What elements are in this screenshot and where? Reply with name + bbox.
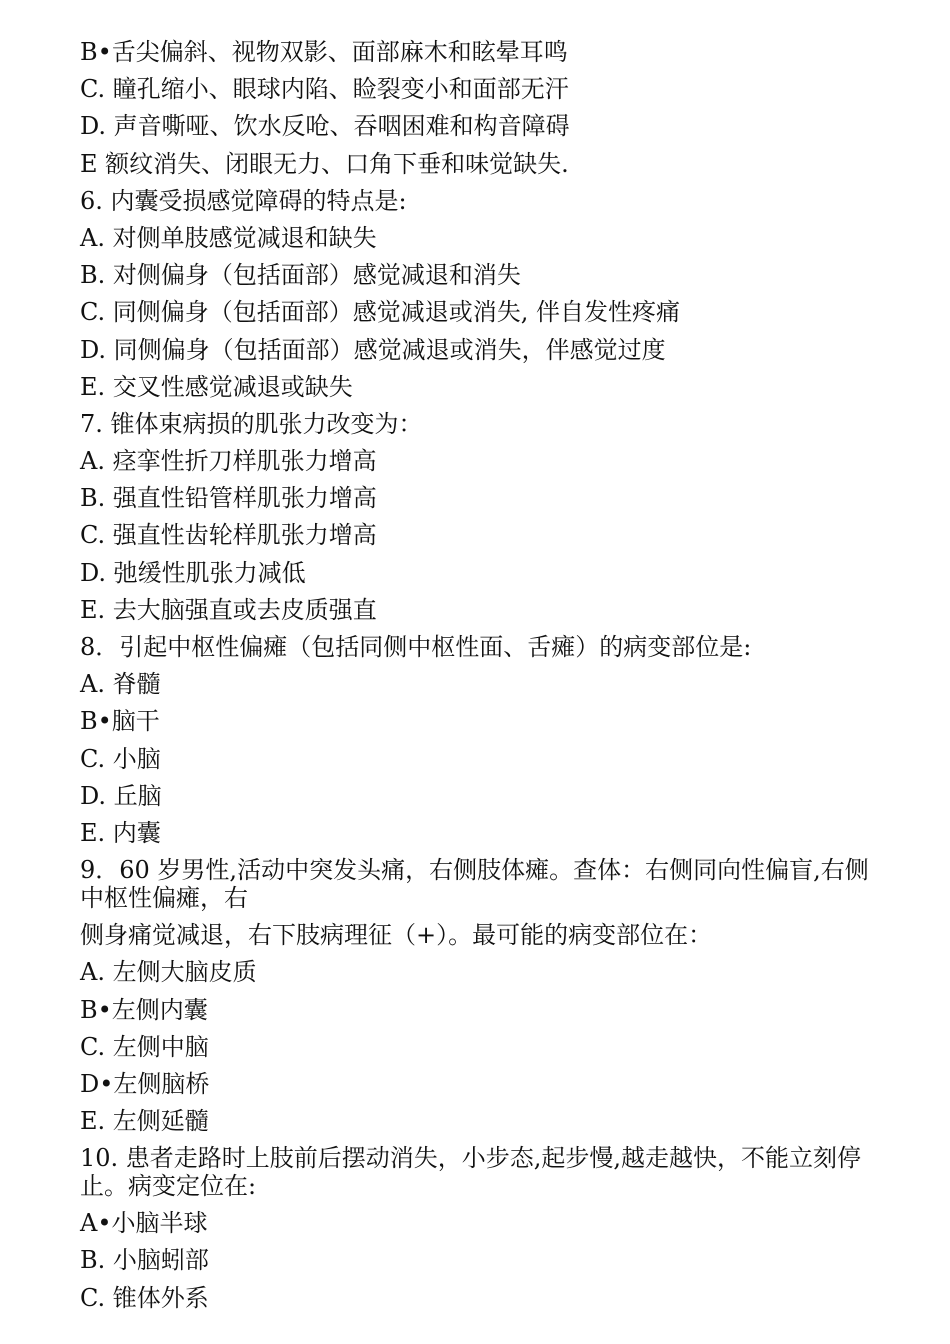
option-c-q5: C. 瞳孔缩小、眼球内陷、睑裂变小和面部无汗 <box>80 75 569 104</box>
option-c-q7: C. 强直性齿轮样肌张力增高 <box>80 521 377 550</box>
option-b-q7: B. 强直性铅管样肌张力增高 <box>80 484 377 513</box>
question-8: 8．引起中枢性偏瘫（包括同侧中枢性面、舌瘫）的病变部位是: <box>80 633 752 661</box>
option-b-q5: B•舌尖偏斜、视物双影、面部麻木和眩晕耳鸣 <box>80 38 568 66</box>
option-a-q10: A•小脑半球 <box>80 1209 208 1238</box>
option-c-q10: C. 锥体外系 <box>80 1283 209 1312</box>
option-c-q6: C. 同侧偏身（包括面部）感觉减退或消失, 伴自发性疼痛 <box>80 298 681 327</box>
document-body <box>80 34 880 1317</box>
option-a-q8: A. 脊髓 <box>80 670 161 699</box>
option-b-q10: B. 小脑蚓部 <box>80 1246 209 1275</box>
question-6: 6. 内囊受损感觉障碍的特点是: <box>80 186 407 215</box>
option-a-q6: A. 对侧单肢感觉减退和缺失 <box>80 223 377 252</box>
option-d-q5: D. 声音嘶哑、饮水反呛、吞咽困难和构音障碍 <box>80 112 570 141</box>
option-d-q8: D. 丘脑 <box>80 781 162 810</box>
option-d-q9: D•左侧脑桥 <box>80 1069 210 1098</box>
option-b-q9: B•左侧内囊 <box>80 995 208 1024</box>
option-e-q6: E. 交叉性感觉减退或缺失 <box>80 372 353 401</box>
option-b-q8: B•脑干 <box>80 707 160 736</box>
option-d-q7: D. 弛缓性肌张力减低 <box>80 558 306 587</box>
option-e-q5: E 额纹消失、闭眼无力、口角下垂和味觉缺失. <box>80 149 569 178</box>
question-9: 9．60 岁男性,活动中突发头痛，右侧肢体瘫。查体：右侧同向性偏盲,右侧中枢性偏瘫，右 <box>80 856 869 913</box>
option-e-q8: E. 内囊 <box>80 818 161 847</box>
question-7: 7. 锥体束病损的肌张力改变为： <box>80 409 423 438</box>
option-a-q9: A. 左侧大脑皮质 <box>80 958 257 987</box>
question-9-continued: 侧身痛觉减退，右下肢病理征（+）。最可能的病变部位在： <box>80 921 713 950</box>
option-c-q9: C. 左侧中脑 <box>80 1032 209 1061</box>
option-b-q6: B. 对侧偏身（包括面部）感觉减退和消失 <box>80 261 521 290</box>
option-d-q6: D. 同侧偏身（包括面部）感觉减退或消失，伴感觉过度 <box>80 335 666 364</box>
question-10: 10. 患者走路时上肢前后摆动消失，小步态,起步慢,越走越快，不能立刻停止。病变定位在: <box>80 1144 862 1201</box>
option-a-q7: A. 痉挛性折刀样肌张力增高 <box>80 447 377 476</box>
option-e-q9: E. 左侧延髓 <box>80 1107 209 1136</box>
option-c-q8: C. 小脑 <box>80 744 161 773</box>
option-e-q7: E. 去大脑强直或去皮质强直 <box>80 595 377 624</box>
